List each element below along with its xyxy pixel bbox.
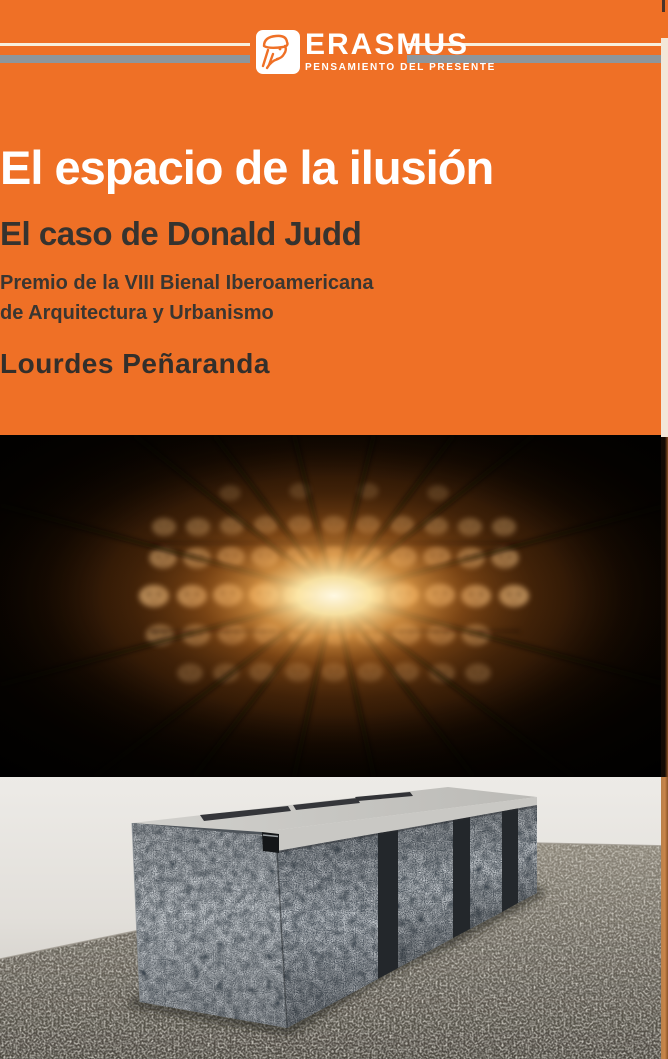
publisher-name: ERASMUS	[305, 28, 470, 61]
erasmus-portrait-icon	[256, 61, 300, 78]
book-title: El espacio de la ilusión	[0, 141, 494, 194]
award-line-1: Premio de la VIII Bienal Iberoamericana	[0, 272, 374, 294]
header-rule-gray-left	[0, 55, 250, 63]
author-name: Lourdes Peñaranda	[0, 348, 270, 379]
header-rule-white-left	[0, 43, 250, 46]
publisher-logo-badge	[256, 30, 300, 74]
page-edge-top	[661, 38, 668, 437]
page-edge-bottom	[661, 777, 668, 1059]
page-edge-tick	[662, 0, 665, 12]
page-edge-middle	[661, 437, 668, 777]
page-edge-strip	[661, 0, 668, 1059]
publisher-logo-text	[305, 29, 565, 73]
award-text	[0, 268, 668, 328]
publisher-tagline: PENSAMIENTO DEL PRESENTE	[305, 62, 496, 73]
faces-installation-photo	[0, 435, 668, 777]
book-subtitle: El caso de Donald Judd	[0, 215, 362, 252]
judd-sculpture-photo	[0, 777, 668, 1059]
award-line-2: de Arquitectura y Urbanismo	[0, 302, 274, 324]
